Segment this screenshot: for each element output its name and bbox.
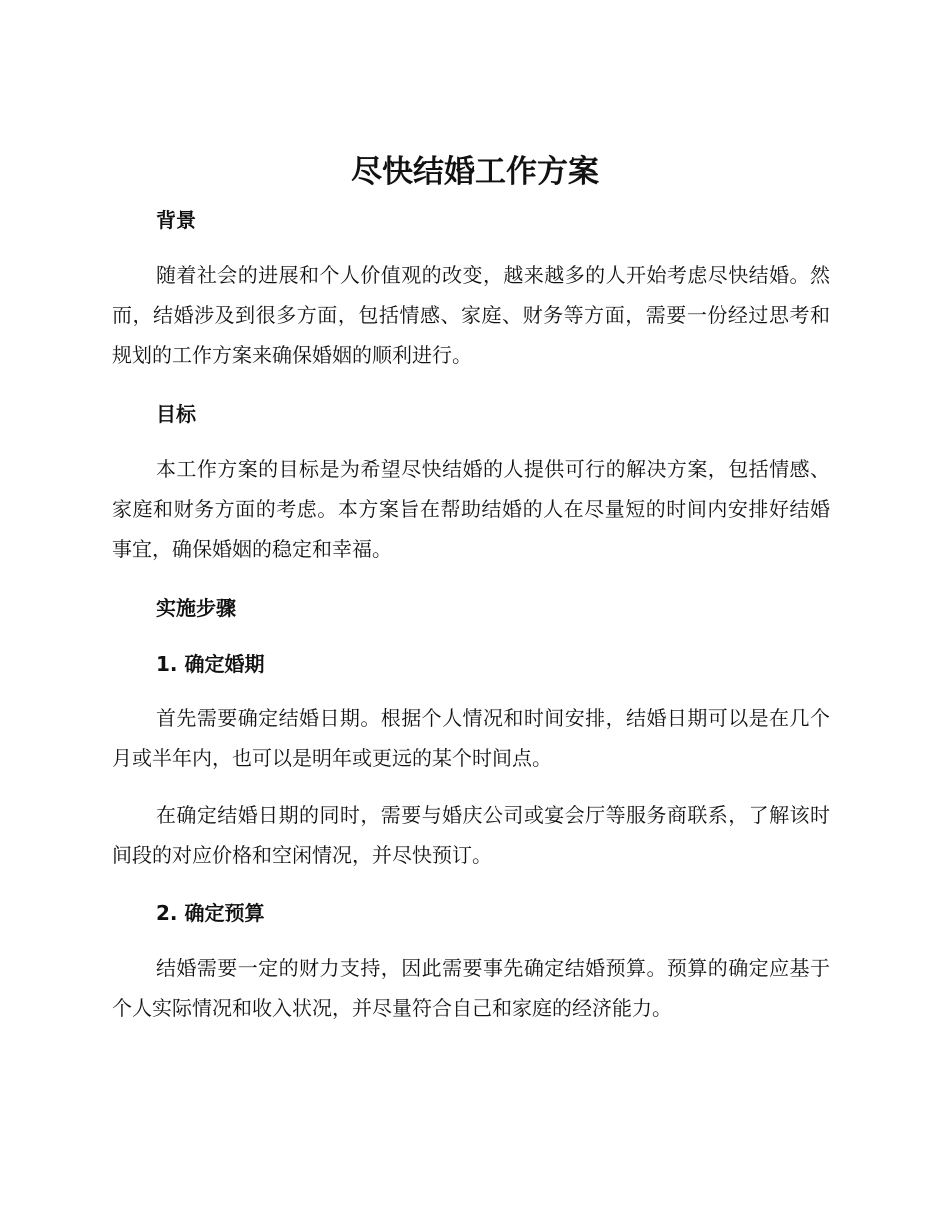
heading-goal: 目标 (156, 402, 196, 426)
paragraph-step-2a: 结婚需要一定的财力支持，因此需要事先确定结婚预算。预算的确定应基于个人实际情况和收入状况，并尽量符合自己和家庭的经济能力。 (112, 956, 830, 1020)
heading-step-1: 1. 确定婚期 (156, 652, 265, 676)
heading-steps: 实施步骤 (156, 596, 236, 620)
heading-step-2: 2. 确定预算 (156, 901, 265, 925)
document-title: 尽快结婚工作方案 (351, 154, 599, 190)
paragraph-step-1b: 在确定结婚日期的同时，需要与婚庆公司或宴会厅等服务商联系，了解该时间段的对应价格和空闲情况，并尽快预订。 (112, 803, 830, 867)
paragraph-step-1a: 首先需要确定结婚日期。根据个人情况和时间安排，结婚日期可以是在几个月或半年内，也可以是明年或更远的某个时间点。 (112, 706, 830, 770)
paragraph-goal: 本工作方案的目标是为希望尽快结婚的人提供可行的解决方案，包括情感、家庭和财务方面的考虑。本方案旨在帮助结婚的人在尽量短的时间内安排好结婚事宜，确保婚姻的稳定和幸福。 (112, 457, 830, 561)
heading-background: 背景 (156, 208, 196, 232)
paragraph-background: 随着社会的进展和个人价值观的改变，越来越多的人开始考虑尽快结婚。然而，结婚涉及到很多方面，包括情感、家庭、财务等方面，需要一份经过思考和规划的工作方案来确保婚姻的顺利进行。 (112, 263, 830, 367)
